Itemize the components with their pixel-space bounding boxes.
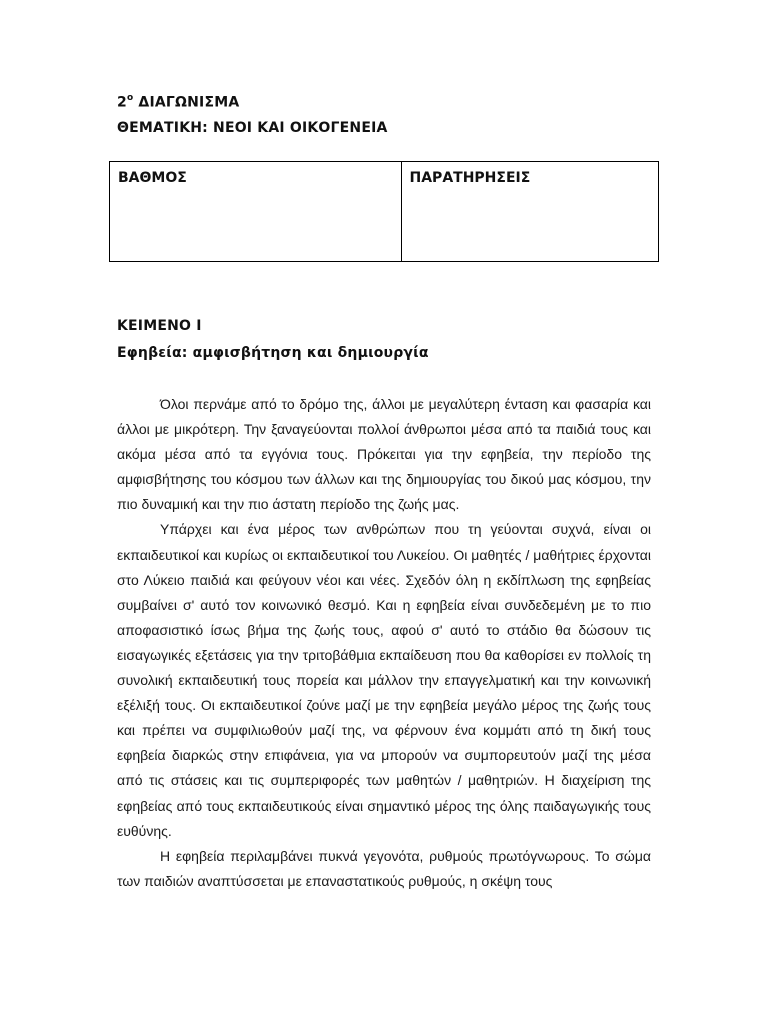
theme-heading: ΘΕΜΑΤΙΚΗ: ΝΕΟΙ ΚΑΙ ΟΙΚΟΓΕΝΕΙΑ bbox=[117, 120, 388, 136]
grade-label: ΒΑΘΜΟΣ bbox=[118, 170, 187, 186]
contest-number: 2 bbox=[117, 94, 127, 111]
contest-heading bbox=[117, 94, 239, 111]
text-section-title: Εφηβεία: αμφισβήτηση και δημιουργία bbox=[117, 345, 429, 361]
text-section-label: ΚΕΙΜΕΝΟ Ι bbox=[117, 318, 202, 334]
remarks-label: ΠΑΡΑΤΗΡΗΣΕΙΣ bbox=[409, 170, 531, 186]
body-text bbox=[117, 392, 651, 894]
contest-word: ΔΙΑΓΩΝΙΣΜΑ bbox=[138, 94, 240, 111]
grade-cell bbox=[110, 162, 402, 262]
remarks-cell bbox=[401, 162, 659, 262]
paragraph: Υπάρχει και ένα μέρος των ανθρώπων που τη γεύονται συχνά, είναι οι εκπαιδευτικοί και κυρίως οι εκπαιδευτικοί του Λυκείου. Οι μαθητές / μαθήτριες έρχονται στο Λύκειο παιδιά και φεύγουν νέοι και νέες. Σχεδόν όλη η εκδίπλωση της εφηβείας συμβαίνει σ' αυτό τον κοινωνικό θεσμό. Και η εφηβεία είναι συνδεδεμένη με το πιο αποφασιστικό ίσως βήμα της ζωής τους, αφού σ' αυτό το στάδιο θα δώσουν τις εισαγωγικές εξετάσεις για την τριτοβάθμια εκπαίδευση που θα καθορίσει εν πολλοίς τη συνολική εκπαιδευτική τους πορεία και μάλλον την επαγγελματική και την κοινωνική εξέλιξή τους. Οι εκπαιδευτικοί ζούνε μαζί με την εφηβεία μεγάλο μέρος της ζωής τους και πρέπει να συμφιλιωθούν μαζί της, να φέρνουν ένα κομμάτι από τη δική τους εφηβεία διαρκώς στην επιφάνεια, για να μπορούν να συμπορευτούν μαζί της μέσα από τις στάσεις και τις συμπεριφορές των μαθητών / μαθητριών. Η διαχείριση της εφηβείας από τους εκπαιδευτικούς είναι σημαντικό μέρος της όλης παιδαγωγικής τους ευθύνης. bbox=[117, 521, 651, 839]
grade-table bbox=[109, 161, 659, 262]
paragraph: Η εφηβεία περιλαμβάνει πυκνά γεγονότα, ρυθμούς πρωτόγνωρους. Το σώμα των παιδιών αναπτύσσεται με επαναστατικούς ρυθμούς, η σκέψη τους bbox=[117, 847, 651, 889]
paragraph: Όλοι περνάμε από το δρόμο της, άλλοι με μεγαλύτερη ένταση και φασαρία και άλλοι με μικρότερη. Την ξαναγεύονται πολλοί άνθρωποι μέσα από τα παιδιά τους και ακόμα μέσα από τα εγγόνια τους. Πρόκειται για την εφηβεία, την περίοδο της αμφισβήτησης του κόσμου των άλλων και της δημιουργίας του δικού μας κόσμου, την πιο δυναμική και την πιο άστατη περίοδο της ζωής μας. bbox=[117, 396, 651, 513]
contest-ordinal-sup: ο bbox=[126, 93, 134, 103]
grade-table-row bbox=[110, 162, 659, 262]
